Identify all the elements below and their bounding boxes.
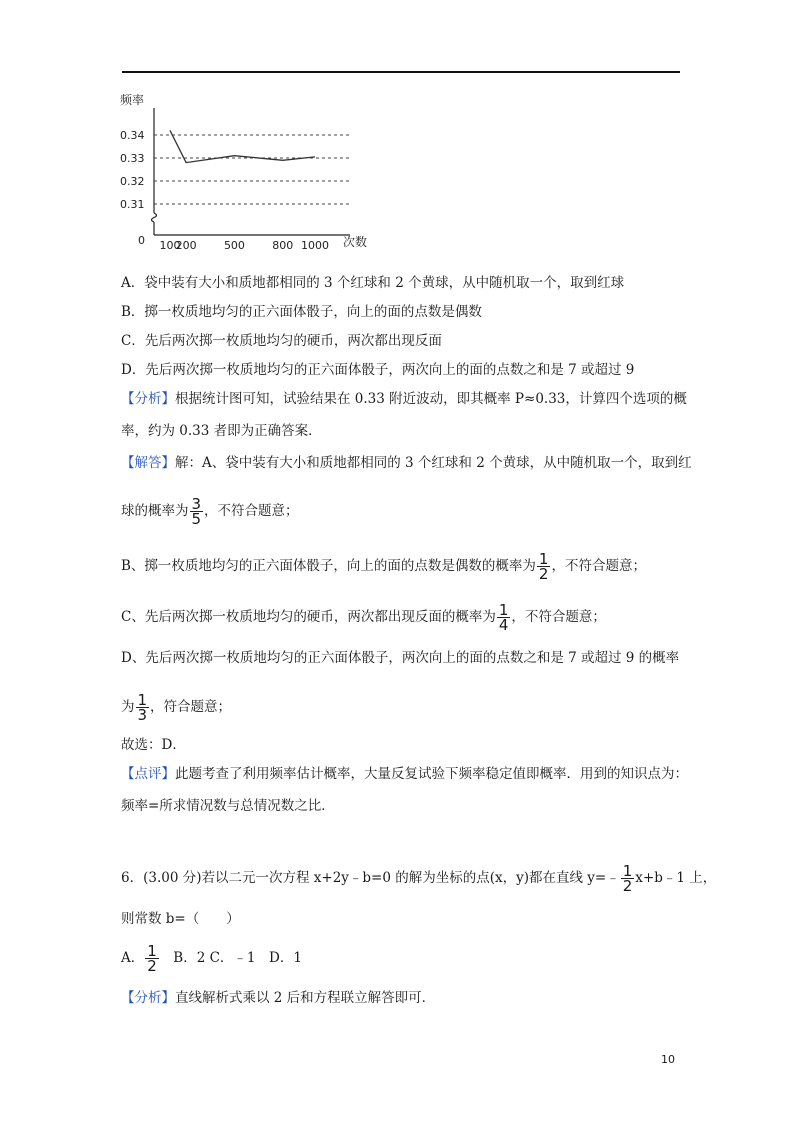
x-axis-label: 次数 bbox=[343, 235, 368, 249]
q5-solution-line-1 bbox=[121, 453, 692, 473]
q5-comment-line-2: 频率=所求情况数与总情况数之比． bbox=[121, 798, 335, 814]
y-tick-label: 0.32 bbox=[120, 175, 145, 188]
fraction-1-4: $\frac{1}{4}$ bbox=[498, 601, 509, 634]
comment-tag: 【点评】 bbox=[121, 766, 175, 782]
sol-d-text: 为 bbox=[121, 699, 135, 715]
fraction-1-2: $\frac{1}{2}$ bbox=[538, 550, 549, 583]
fraction-1-2: $\frac{1}{2}$ bbox=[622, 862, 633, 895]
y-tick-label: 0.34 bbox=[120, 129, 145, 142]
q5-analysis-line-2: 率，约为 0.33 者即为正确答案． bbox=[121, 423, 322, 439]
axis-break bbox=[152, 213, 157, 222]
y-tick-label: 0.31 bbox=[120, 198, 145, 211]
q6-options-rest: B．2 C．﹣1 D．1 bbox=[159, 950, 302, 966]
analysis-text: 直线解析式乘以 2 后和方程联立解答即可． bbox=[175, 990, 436, 1006]
q6-analysis bbox=[121, 988, 435, 1008]
q5-solution-b bbox=[121, 552, 646, 581]
q6-option-a-label: A． bbox=[121, 950, 145, 966]
q5-choice: 故选：D． bbox=[121, 737, 186, 753]
analysis-tag: 【分析】 bbox=[121, 391, 175, 407]
sol-a-post: ，不符合题意； bbox=[204, 503, 299, 519]
header-rule bbox=[122, 71, 680, 73]
q5-option-c: C．先后两次掷一枚质地均匀的硬币，两次都出现反面 bbox=[121, 333, 442, 349]
q5-option-b: B．掷一枚质地均匀的正六面体骰子，向上的面的点数是偶数 bbox=[121, 304, 482, 320]
solution-tag: 【解答】 bbox=[121, 455, 175, 471]
q5-solution-c bbox=[121, 603, 606, 632]
q6-stem-line-1 bbox=[121, 864, 716, 893]
fraction-1-3: $\frac{1}{3}$ bbox=[137, 691, 148, 724]
sol-c-post: ，不符合题意； bbox=[511, 609, 606, 625]
x-tick-label: 1000 bbox=[301, 239, 329, 252]
q6-stem-line-2: 则常数 b=（ ） bbox=[121, 911, 240, 927]
sol-b-text: B、掷一枚质地均匀的正六面体骰子，向上的面的点数是偶数的概率为 bbox=[121, 558, 536, 574]
sol-c-text: C、先后两次掷一枚质地均匀的硬币，两次都出现反面的概率为 bbox=[121, 609, 496, 625]
analysis-tag: 【分析】 bbox=[121, 990, 175, 1006]
y-tick-label: 0.33 bbox=[120, 152, 145, 165]
origin-label: 0 bbox=[138, 234, 145, 247]
q5-comment-line-1 bbox=[121, 764, 688, 784]
q6-stem-post: x+b﹣1 上， bbox=[635, 870, 717, 886]
solution-text: 解：A、袋中装有大小和质地都相同的 3 个红球和 2 个黄球，从中随机取一个，取到红 bbox=[175, 455, 692, 471]
x-tick-label: 800 bbox=[272, 239, 294, 252]
x-tick-label: 500 bbox=[223, 239, 245, 252]
q5-solution-a bbox=[121, 497, 299, 526]
q5-analysis-line-1 bbox=[121, 389, 687, 409]
q6-options bbox=[121, 944, 302, 973]
analysis-text: 根据统计图可知，试验结果在 0.33 附近波动，即其概率 P≈0.33，计算四个选项的概 bbox=[175, 391, 687, 407]
fraction-1-2: $\frac{1}{2}$ bbox=[147, 942, 157, 975]
x-tick-label: 200 bbox=[175, 239, 197, 252]
sol-a-text: 球的概率为 bbox=[121, 503, 189, 519]
q5-solution-d-line-1: D、先后两次掷一枚质地均匀的正六面体骰子，两次向上的面的点数之和是 7 或超过 9 的概率 bbox=[121, 650, 680, 666]
x-tick-label: 100 bbox=[159, 239, 181, 252]
sol-b-post: ，不符合题意； bbox=[551, 558, 646, 574]
sol-d-post: ，符合题意； bbox=[150, 699, 232, 715]
q6-stem-text: 6．(3.00 分)若以二元一次方程 x+2y﹣b=0 的解为坐标的点(x，y)都在直线 y=﹣ bbox=[121, 870, 620, 886]
q5-option-d: D．先后两次掷一枚质地均匀的正六面体骰子，两次向上的面的点数之和是 7 或超过 9 bbox=[121, 362, 635, 378]
y-axis-label: 频率 bbox=[120, 93, 145, 107]
frequency-chart bbox=[118, 90, 388, 255]
fraction-3-5: $\frac{3}{5}$ bbox=[191, 495, 202, 528]
comment-text: 此题考查了利用频率估计概率，大量反复试验下频率稳定值即概率．用到的知识点为： bbox=[175, 766, 688, 782]
q5-solution-d-line-2 bbox=[121, 693, 231, 722]
page-number: 10 bbox=[661, 1053, 675, 1066]
q5-option-a: A．袋中装有大小和质地都相同的 3 个红球和 2 个黄球，从中随机取一个，取到红球 bbox=[121, 275, 625, 291]
